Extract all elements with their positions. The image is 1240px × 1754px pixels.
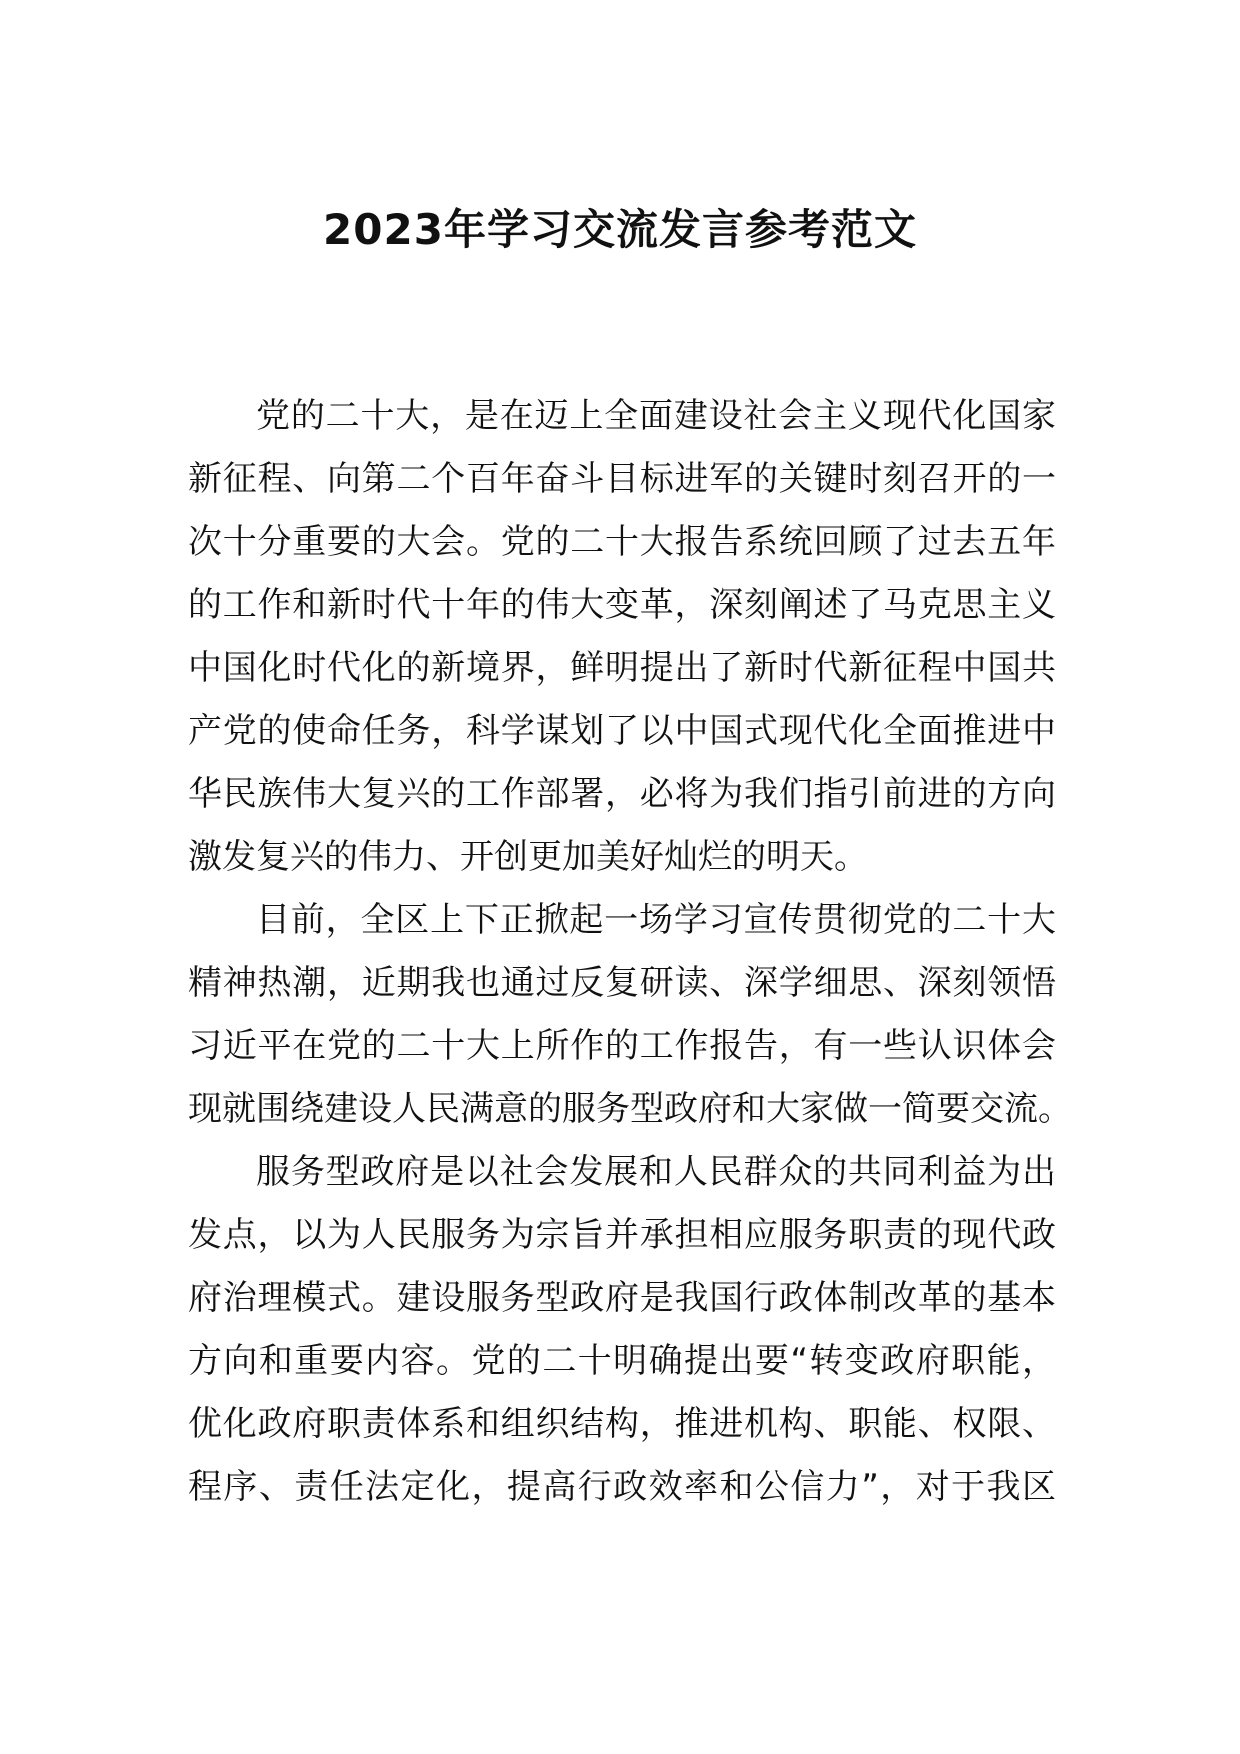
paragraph-2-line-4: 现就围绕建设人民满意的服务型政府和大家做一简要交流。 xyxy=(188,1089,1072,1129)
paragraph-1-line-4: 的工作和新时代十年的伟大变革，深刻阐述了马克思主义 xyxy=(188,585,1056,625)
paragraph-1-line-1: 党的二十大，是在迈上全面建设社会主义现代化国家 xyxy=(256,396,1056,436)
paragraph-1-line-6: 产党的使命任务，科学谋划了以中国式现代化全面推进中 xyxy=(188,711,1056,751)
paragraph-3-line-4: 方向和重要内容。党的二十明确提出要“转变政府职能， xyxy=(188,1341,1056,1381)
paragraph-3-line-2: 发点，以为人民服务为宗旨并承担相应服务职责的现代政 xyxy=(188,1215,1056,1255)
paragraph-3-line-5: 优化政府职责体系和组织结构，推进机构、职能、权限、 xyxy=(188,1404,1056,1444)
paragraph-1-line-5: 中国化时代化的新境界，鲜明提出了新时代新征程中国共 xyxy=(188,648,1056,688)
paragraph-3-line-3: 府治理模式。建设服务型政府是我国行政体制改革的基本 xyxy=(188,1278,1056,1318)
paragraph-2-line-2: 精神热潮，近期我也通过反复研读、深学细思、深刻领悟 xyxy=(188,963,1056,1003)
paragraph-1-line-2: 新征程、向第二个百年奋斗目标进军的关键时刻召开的一 xyxy=(188,459,1056,499)
paragraph-1-line-3: 次十分重要的大会。党的二十大报告系统回顾了过去五年 xyxy=(188,522,1056,562)
paragraph-3-line-6: 程序、责任法定化，提高行政效率和公信力”，对于我区 xyxy=(188,1467,1056,1507)
paragraph-1-line-7: 华民族伟大复兴的工作部署，必将为我们指引前进的方向 xyxy=(188,774,1056,814)
document-body xyxy=(188,385,1072,1519)
document-title: 2023年学习交流发言参考范文 xyxy=(323,205,917,254)
paragraph-2-line-3: 习近平在党的二十大上所作的工作报告，有一些认识体会 xyxy=(188,1026,1056,1066)
paragraph-1-line-8: 激发复兴的伟力、开创更加美好灿烂的明天。 xyxy=(188,837,868,877)
paragraph-3-line-1: 服务型政府是以社会发展和人民群众的共同利益为出 xyxy=(256,1152,1056,1192)
paragraph-2-line-1: 目前，全区上下正掀起一场学习宣传贯彻党的二十大 xyxy=(256,900,1056,940)
